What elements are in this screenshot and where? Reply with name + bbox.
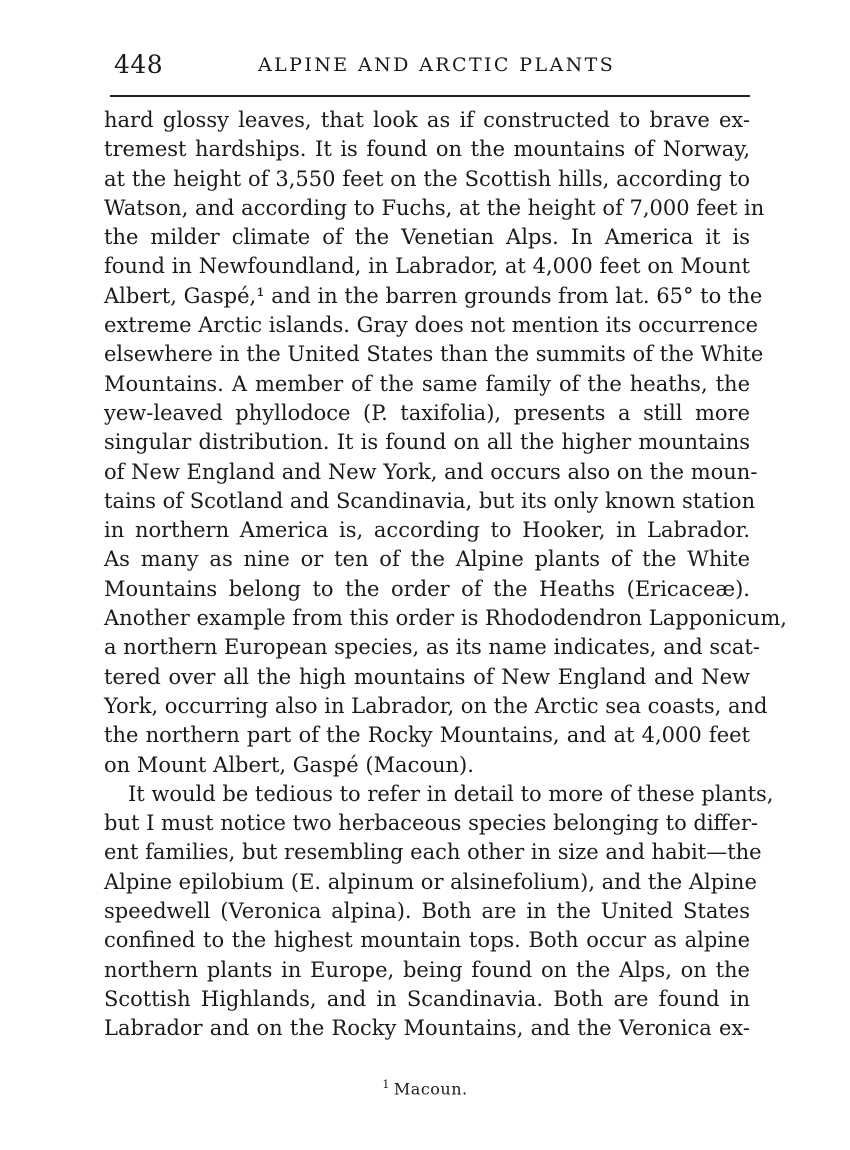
text-line: of New England and New York, and occurs also on the moun- <box>104 459 758 484</box>
text-line: elsewhere in the United States than the summits of the White <box>104 342 764 367</box>
text-line: Mountains. A member of the same family of the heaths, the <box>104 371 750 396</box>
text-line: but I must notice two herbaceous species belonging to differ- <box>104 811 759 836</box>
text-line: northern plants in Europe, being found on the Alps, on the <box>104 957 750 982</box>
text-line: extreme Arctic islands. Gray does not mention its occurrence <box>104 313 759 338</box>
text-line: singular distribution. It is found on all the higher mountains <box>104 430 750 455</box>
text-line: a northern European species, as its name indicates, and scat- <box>104 635 760 660</box>
text-line: Another example from this order is Rhododendron Lapponicum, <box>104 606 787 631</box>
text-line: ent families, but resembling each other in size and habit—the <box>104 840 762 865</box>
text-line: York, occurring also in Labrador, on the Arctic sea coasts, and <box>104 693 768 718</box>
text-line: the milder climate of the Venetian Alps. In America it is <box>104 225 750 250</box>
text-line: the northern part of the Rocky Mountains, and at 4,000 feet <box>104 723 750 748</box>
text-line: yew-leaved phyllodoce (P. taxifolia), presents a still more <box>104 400 750 425</box>
footnote-marker: 1 <box>382 1078 390 1091</box>
text-line: tains of Scotland and Scandinavia, but its only known station <box>104 488 756 513</box>
text-line: in northern America is, according to Hooker, in Labrador. <box>104 518 750 543</box>
body-text <box>104 106 787 1044</box>
text-line: at the height of 3,550 feet on the Scottish hills, according to <box>104 166 750 191</box>
text-line: tremest hardships. It is found on the mountains of Norway, <box>104 137 750 162</box>
text-line: speedwell (Veronica alpina). Both are in the United States <box>104 899 750 924</box>
text-line: Alpine epilobium (E. alpinum or alsinefolium), and the Alpine <box>104 869 757 894</box>
text-line: Labrador and on the Rocky Mountains, and the Veronica ex- <box>104 1016 750 1041</box>
text-line: As many as nine or ten of the Alpine plants of the White <box>104 547 750 572</box>
text-line: hard glossy leaves, that look as if constructed to brave ex- <box>104 108 750 132</box>
text-line: found in Newfoundland, in Labrador, at 4,000 feet on Mount <box>104 254 750 279</box>
header-rule <box>110 95 750 97</box>
footnote <box>0 1078 850 1098</box>
footnote-text: Macoun. <box>393 1079 468 1099</box>
text-line: Watson, and according to Fuchs, at the height of 7,000 feet in <box>104 195 765 220</box>
text-line: Mountains belong to the order of the Heaths (Ericaceæ). <box>104 576 750 601</box>
text-line: confined to the highest mountain tops. Both occur as alpine <box>104 928 750 953</box>
text-line: It would be tedious to refer in detail to more of these plants, <box>128 781 774 806</box>
running-head: ALPINE AND ARCTIC PLANTS <box>258 54 616 76</box>
page-header <box>104 48 750 84</box>
page-number: 448 <box>114 50 164 79</box>
text-line: Scottish Highlands, and in Scandinavia. Both are found in <box>104 986 750 1011</box>
text-line: Albert, Gaspé,¹ and in the barren grounds from lat. 65° to the <box>104 283 763 308</box>
text-line: tered over all the high mountains of New England and New <box>104 664 750 689</box>
text-line: on Mount Albert, Gaspé (Macoun). <box>104 752 474 777</box>
